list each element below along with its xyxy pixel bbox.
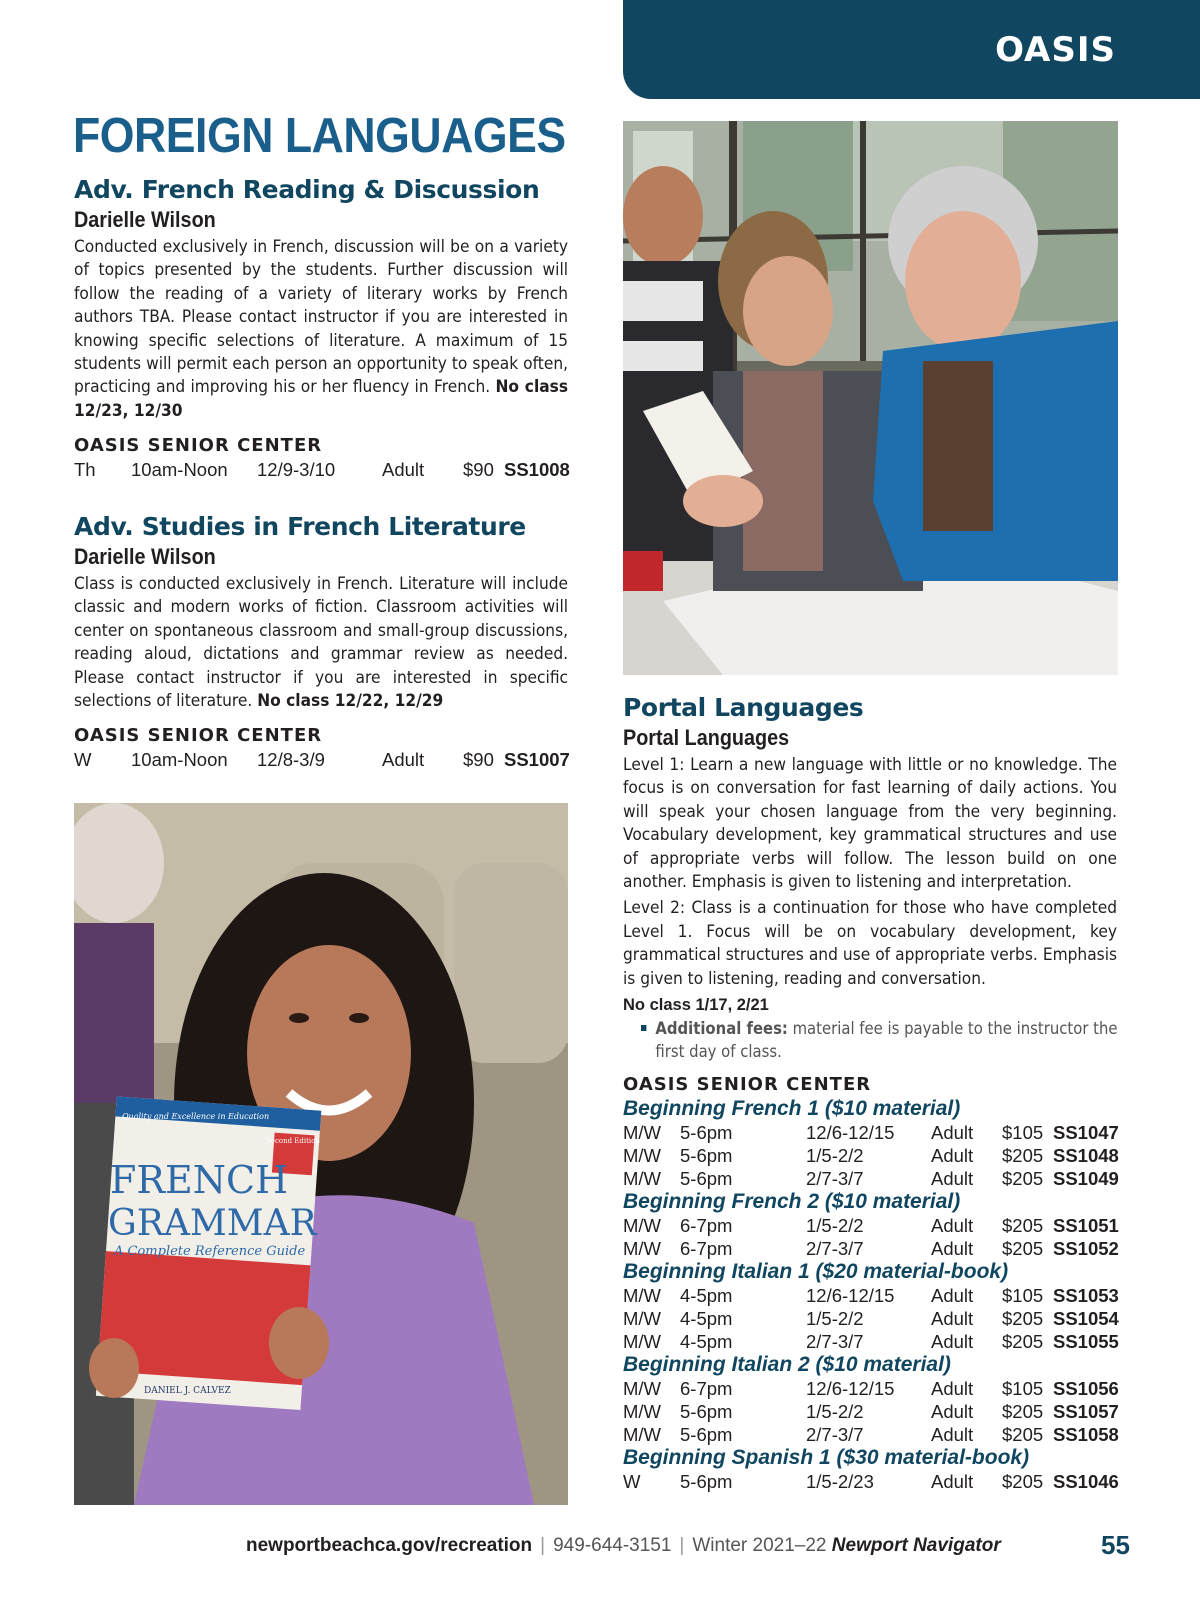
schedule-group-title: Beginning French 2 ($10 material) [623,1190,961,1214]
session-row [623,1284,1117,1307]
session-fee: $205 [1002,1308,1044,1330]
session-age: Adult [931,1145,974,1167]
section-title: FOREIGN LANGUAGES [73,109,566,163]
book-banner: Quality and Excellence in Education [122,1112,270,1121]
book-title-line2: GRAMMAR [108,1203,317,1244]
session-age: Adult [931,1308,974,1330]
session-dates: 2/7-3/7 [806,1168,864,1190]
session-time: 4-5pm [680,1285,733,1307]
no-class-note: No class 12/22, 12/29 [257,690,444,711]
session-row [623,1121,1117,1144]
bullet-square-icon [641,1025,646,1031]
book-subtitle: A Complete Reference Guide [114,1244,306,1259]
course-title: Adv. Studies in French Literature [74,512,526,541]
session-row: W 10am-Noon 12/8-3/9 Adult $90 SS1007 [74,749,570,771]
session-dates: 12/6-12/15 [806,1378,895,1400]
session-code: SS1057 [1053,1401,1119,1423]
book-title-line1: FRENCH [110,1158,289,1202]
session-row [623,1400,1117,1423]
session-fee: $205 [1002,1471,1044,1493]
session-day: M/W [623,1378,662,1400]
session-row [623,1144,1117,1167]
session-code: SS1046 [1053,1471,1119,1493]
session-dates: 1/5-2/23 [806,1471,874,1493]
french-grammar-photo [74,803,568,1505]
session-day: M/W [623,1238,662,1260]
schedule-group-title: Beginning Spanish 1 ($30 material-book) [623,1446,1030,1470]
session-time: 4-5pm [680,1331,733,1353]
session-row [623,1470,1117,1493]
header-tab [623,0,1200,99]
session-time: 6-7pm [680,1215,733,1237]
schedule-group-title: Beginning Italian 1 ($20 material-book) [623,1260,1009,1284]
session-fee: $105 [1002,1122,1044,1144]
session-day: M/W [623,1285,662,1307]
session-row [623,1307,1117,1330]
course-title: Adv. French Reading & Discussion [74,175,540,204]
schedule-groups [623,1097,1183,1493]
session-dates: 12/6-12/15 [806,1122,895,1144]
session-fee: $105 [1002,1378,1044,1400]
session-row [623,1237,1117,1260]
session-dates: 12/6-12/15 [806,1285,895,1307]
session-code: SS1049 [1053,1168,1119,1190]
classroom-photo [623,121,1118,675]
session-code: SS1058 [1053,1424,1119,1446]
session-time: 4-5pm [680,1308,733,1330]
course-adv-french-reading [74,174,634,481]
session-age: Adult [931,1215,974,1237]
session-age: Adult [931,1122,974,1144]
course-instructor: Darielle Wilson [74,207,216,232]
session-age: Adult [931,1238,974,1260]
session-dates: 2/7-3/7 [806,1238,864,1260]
session-age: Adult [931,1331,974,1353]
session-age: Adult [931,1424,974,1446]
session-row [623,1167,1117,1190]
session-code: SS1053 [1053,1285,1119,1307]
course-description: Class is conducted exclusively in French. Literature will include classic and modern works of fiction. Classroom activities will center on spontaneous classroom and small-group discussions, reading aloud, dictations and grammar review as needed. Please contact instructor if you are interested in specific selections of literature. No class 12/22, 12/29 [74,573,569,711]
session-row: Th 10am-Noon 12/9-3/10 Adult $90 SS1008 [74,459,570,481]
session-dates: 2/7-3/7 [806,1424,864,1446]
session-fee: $205 [1002,1238,1044,1260]
session-time: 5-6pm [680,1122,733,1144]
session-row [623,1377,1117,1400]
no-class-note: No class 12/23, 12/30 [74,376,569,420]
course-title: Portal Languages [623,693,864,722]
session-fee: $205 [1002,1145,1044,1167]
session-fee: $205 [1002,1401,1044,1423]
session-time: 6-7pm [680,1238,733,1260]
session-day: W [623,1471,641,1493]
footer-magazine: Newport Navigator [831,1535,1001,1556]
session-day: M/W [623,1122,662,1144]
session-day: M/W [623,1401,662,1423]
session-dates: 2/7-3/7 [806,1331,864,1353]
level1-description: Level 1: Learn a new language with little or no knowledge. The focus is on conversation for fast learning of daily actions. You will speak your chosen language from the very beginning. Vocabulary development, key grammatical structures and use of appropriate verbs will follow. The lesson build on one another. Emphasis is given to listening and interpretation. [623,754,1118,892]
session-age: Adult [931,1285,974,1307]
course-instructor: Darielle Wilson [74,544,216,569]
session-row [623,1330,1117,1353]
session-age: Adult [931,1471,974,1493]
session-time: 5-6pm [680,1145,733,1167]
footer-url[interactable]: newportbeachca.gov/recreation [246,1535,533,1556]
session-fee: $205 [1002,1215,1044,1237]
session-dates: 1/5-2/2 [806,1308,864,1330]
course-instructor: Portal Languages [623,725,790,750]
session-age: Adult [931,1168,974,1190]
session-time: 5-6pm [680,1168,733,1190]
session-time: 5-6pm [680,1401,733,1423]
session-code: SS1048 [1053,1145,1119,1167]
course-portal-languages [623,692,1183,1493]
session-dates: 1/5-2/2 [806,1401,864,1423]
session-dates: 1/5-2/2 [806,1215,864,1237]
session-age: Adult [931,1378,974,1400]
session-day: M/W [623,1168,662,1190]
session-code: SS1047 [1053,1122,1119,1144]
page-number: 55 [1101,1530,1130,1560]
session-code: SS1052 [1053,1238,1119,1260]
session-fee: $205 [1002,1331,1044,1353]
session-time: 6-7pm [680,1378,733,1400]
course-location: OASIS SENIOR CENTER [623,1074,872,1096]
session-row [623,1423,1117,1446]
book-edition: Second Edition [266,1137,320,1145]
session-fee: $205 [1002,1168,1044,1190]
session-age: Adult [931,1401,974,1423]
session-row [623,1214,1117,1237]
session-code: SS1056 [1053,1378,1119,1400]
book-author: DANIEL J. CALVEZ [144,1386,231,1396]
schedule-group-title: Beginning French 1 ($10 material) [623,1097,961,1121]
session-code: SS1051 [1053,1215,1119,1237]
level2-description: Level 2: Class is a continuation for those who have completed Level 1. Focus will be on vocabulary development, key grammatical structures and use of appropriate verbs. Emphasis is given to listening, reading and conversation. [623,897,1118,988]
tab-title: OASIS [995,30,1116,70]
session-dates: 1/5-2/2 [806,1145,864,1167]
session-code: SS1054 [1053,1308,1119,1330]
session-fee: $105 [1002,1285,1044,1307]
session-time: 5-6pm [680,1471,733,1493]
footer: newportbeachca.gov/recreation | 949-644-3151 | Winter 2021–22 Newport Navigator [246,1535,1001,1556]
no-class-note: No class 1/17, 2/21 [623,996,769,1015]
session-day: M/W [623,1145,662,1167]
course-adv-french-literature [74,511,634,771]
session-day: M/W [623,1308,662,1330]
session-day: M/W [623,1215,662,1237]
session-day: M/W [623,1424,662,1446]
session-code: SS1055 [1053,1331,1119,1353]
session-day: M/W [623,1331,662,1353]
footer-season: Winter 2021–22 [692,1535,827,1556]
footer-phone: 949-644-3151 [553,1535,672,1556]
session-fee: $205 [1002,1424,1044,1446]
additional-fees: Additional fees: material fee is payable to the instructor the first day of class. [623,1017,1137,1063]
course-location: OASIS SENIOR CENTER [74,435,323,457]
session-time: 5-6pm [680,1424,733,1446]
course-description: Conducted exclusively in French, discussion will be on a variety of topics presented by the students. Further discussion will follow the reading of a variety of literary works by French authors TBA. Please contact instructor if you are interested in knowing specific selections of literature. A maximum of 15 students will permit each person an opportunity to speak often, practicing and improving his or her fluency in French. No class 12/23, 12/30 [74,236,569,420]
course-location: OASIS SENIOR CENTER [74,725,323,747]
schedule-group-title: Beginning Italian 2 ($10 material) [623,1353,951,1377]
